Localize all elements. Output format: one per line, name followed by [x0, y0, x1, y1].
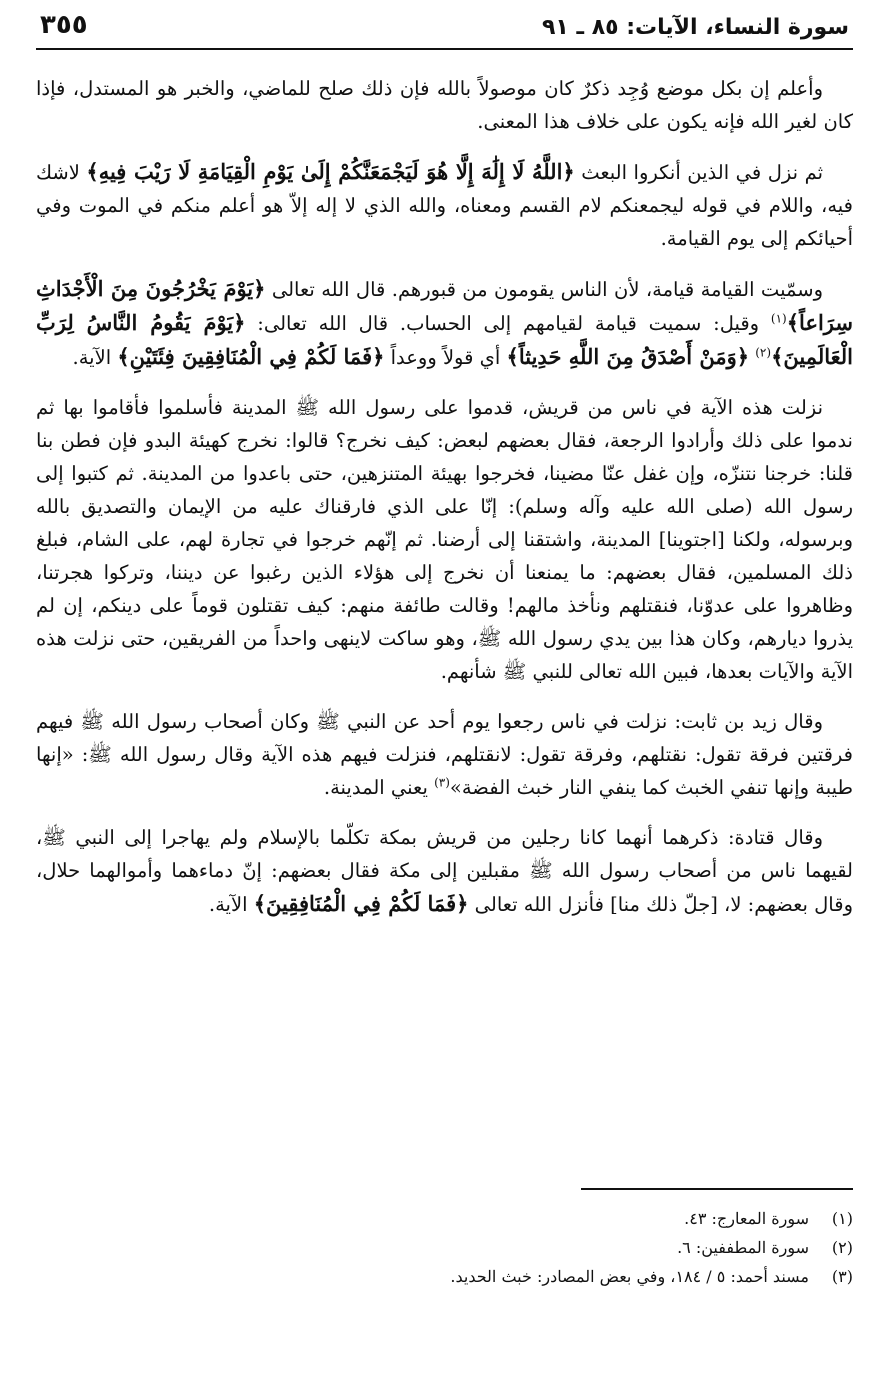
header-title: سورة النساء، الآيات: ٨٥ ـ ٩١: [541, 15, 849, 40]
text-segment: لاشك فيه، واللام في قوله ليجمعنكم لام القسم ومعناه، والله الذي لا إله إلاّ هو أعلم منكم في الموت وفي أحيائكم إلى يوم القيامة.: [36, 161, 853, 250]
footnote-rule: [581, 1188, 853, 1190]
footnote-text: سورة المطففين: ٦.: [677, 1238, 809, 1257]
quran-verse: ﴿يَوْمَ يَقُومُ النَّاسُ لِرَبِّ الْعَالَمِينَ﴾: [36, 310, 853, 369]
text-segment: نزلت هذه الآية في ناس من قريش، قدموا على رسول الله ﷺ المدينة فأسلموا فأقاموا بها ثم ندموا على ذلك وأرادوا الرجعة، فقال بعضهم لبعض: كيف نخرج؟ قالوا: نخرج كهيئة البدو فإن فطن بنا قلنا: خرجنا نتنزّه، وإن غفل عنّا مضينا، فخرجوا بهيئة المتنزهين، حتى باعدوا من المدينة. ثم كتبوا إلى رسول الله (صلى الله عليه وآله وسلم): إنّا على الذي فارقناك عليه من الإيمان والتصديق بالله وبرسوله، ولكنا [اجتوينا] المدينة، واشتقنا إلى أرضنا. ثم إنّهم خرجوا في تجارة لهم، على الشام، فبلغ ذلك المسلمين، فقال بعضهم: ما يمنعنا أن نخرج إلى هؤلاء الذين رغبوا عن ديننا، وتركوا هجرتنا، وظاهروا على عدوّنا، فنقتلهم ونأخذ مالهم! وقالت طائفة منهم: كيف تقتلون قوماً على دينكم، إن لم يذروا ديارهم، وكان هذا بين يدي رسول الله ﷺ، وهو ساكت لاينهى واحداً من الفريقين، حتى نزلت هذه الآية والآيات بعدها، فبين الله تعالى للنبي ﷺ شأنهم.: [36, 396, 853, 683]
text-segment: وسمّيت القيامة قيامة، لأن الناس يقومون من قبورهم. قال الله تعالى: [265, 278, 823, 301]
paragraph-p5: [36, 705, 853, 804]
quran-verse: ﴿فَمَا لَكُمْ فِي الْمُنَافِقِينَ﴾: [253, 891, 469, 916]
text-segment: الآية.: [208, 893, 254, 916]
footnote: [36, 1262, 853, 1291]
running-header: [36, 10, 853, 50]
footnote-number: (١): [831, 1209, 853, 1228]
footnote-reference: (٣): [434, 775, 450, 790]
text-segment: الآية.: [72, 346, 118, 369]
footnote-number: (٢): [831, 1238, 853, 1257]
body-text: [36, 72, 853, 921]
text-segment: وأعلم إن بكل موضع وُجِد ذكرٌ كان موصولاً بالله فإن ذلك صلح للماضي، والخبر هو المستدل، فإذا كان لغير الله فإنه يكون على خلاف هذا المعنى.: [36, 77, 853, 133]
paragraph-p3: [36, 272, 853, 374]
text-segment: وقيل: سميت قيامة لقيامهم إلى الحساب. قال الله تعالى:: [245, 312, 771, 335]
text-segment: وقال زيد بن ثابت: نزلت في ناس رجعوا يوم أحد عن النبي ﷺ وكان أصحاب رسول الله ﷺ فيهم فرقتين فرقة تقول: نقتلهم، وفرقة تقول: لانقتلهم، فنزلت فيهم هذه الآية وقال رسول الله ﷺ: «إنها طيبة وإنها تنفي الخبث كما ينفي النار خبث الفضة»: [36, 710, 853, 799]
footnotes: [36, 1188, 853, 1291]
paragraph-p1: [36, 72, 853, 138]
footnote: [36, 1233, 853, 1262]
paragraph-p4: [36, 391, 853, 688]
quran-verse: ﴿فَمَا لَكُمْ فِي الْمُنَافِقِينَ فِئَتَيْنِ﴾: [117, 344, 385, 369]
text-segment: ثم نزل في الذين أنكروا البعث: [574, 161, 823, 184]
paragraph-p6: [36, 821, 853, 921]
text-segment: وقال قتادة: ذكرهما أنهما كانا رجلين من قريش بمكة تكلّما بالإسلام ولم يهاجرا إلى النبي ﷺ، لقيهما ناس من أصحاب رسول الله ﷺ مقبلين إلى مكة فقال بعضهم: إنّ دماءهما وأموالهما حلال، وقال بعضهم: لا، [جلّ ذلك منا] فأنزل الله تعالى: [36, 826, 853, 916]
footnote: [36, 1204, 853, 1233]
page-number: ٣٥٥: [40, 10, 88, 40]
text-segment: يعني المدينة.: [323, 776, 435, 799]
quran-verse: ﴿اللَّهُ لَا إِلَٰهَ إِلَّا هُوَ لَيَجْمَعَنَّكُمْ إِلَىٰ يَوْمِ الْقِيَامَةِ لَا رَيْبَ فِيهِ﴾: [86, 159, 575, 184]
footnote-reference: (١): [770, 311, 787, 326]
text-segment: أي قولاً ووعداً: [384, 346, 507, 369]
paragraph-p2: [36, 155, 853, 255]
quran-verse: ﴿وَمَنْ أَصْدَقُ مِنَ اللَّهِ حَدِيثاً﴾: [506, 344, 750, 369]
footnote-number: (٣): [831, 1267, 853, 1286]
footnote-reference: (٢): [755, 345, 772, 360]
footnote-text: سورة المعارج: ٤٣.: [684, 1209, 809, 1228]
quran-verse: ﴿يَوْمَ يَخْرُجُونَ مِنَ الْأَجْدَاثِ سِرَاعاً﴾: [36, 276, 853, 335]
footnote-list: [36, 1204, 853, 1291]
footnote-text: مسند أحمد: ٥ / ١٨٤، وفي بعض المصادر: خبث الحديد.: [450, 1267, 809, 1286]
